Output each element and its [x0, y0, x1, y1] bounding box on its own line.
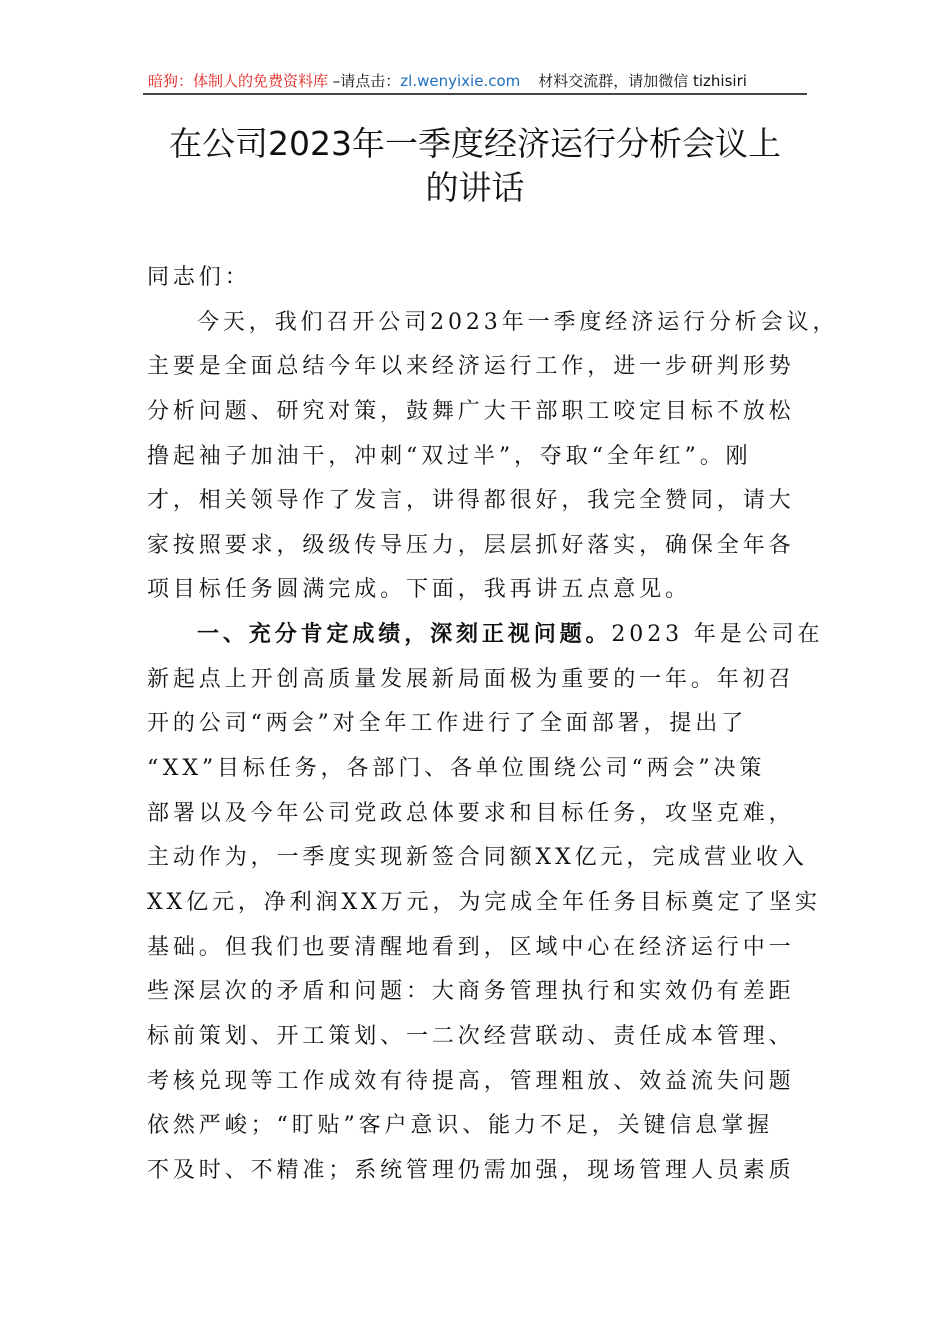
text-line: 主动作为，一季度实现新签合同额XX亿元，完成营业收入 — [147, 845, 808, 871]
section-1-text: 2023 年是公司在 — [611, 622, 824, 648]
watermark-header — [148, 70, 808, 91]
text-line: 些深层次的矛盾和问题：大商务管理执行和实效仍有差距 — [147, 979, 795, 1005]
paragraph-section-1 — [147, 658, 827, 1194]
text-line: 依然严峻；“盯贴”客户意识、能力不足，关键信息掌握 — [147, 1113, 773, 1139]
text-line: XX亿元，净利润XX万元，为完成全年任务目标奠定了坚实 — [147, 889, 821, 915]
text-line: 标前策划、开工策划、一二次经营联动、责任成本管理、 — [147, 1023, 795, 1049]
text-line: 家按照要求，级级传导压力，层层抓好落实，确保全年各 — [147, 532, 795, 558]
section-1-first-line — [147, 613, 827, 658]
paragraph-intro — [147, 301, 839, 613]
text-line: 才，相关领导作了发言，讲得都很好，我完全赞同，请大 — [147, 488, 795, 514]
text-line: 不及时、不精准；系统管理仍需加强，现场管理人员素质 — [147, 1157, 795, 1183]
text-line: 开的公司“两会”对全年工作进行了全面部署，提出了 — [147, 711, 748, 737]
text-line: 基础。但我们也要清醒地看到，区域中心在经济运行中一 — [147, 934, 795, 960]
site-link[interactable]: zl.wenyixie.com — [400, 72, 521, 90]
page-title — [140, 122, 810, 210]
text-line: 新起点上开创高质量发展新局面极为重要的一年。年初召 — [147, 666, 795, 692]
text-line: 撸起袖子加油干，冲刺“双过半”，夺取“全年红”。刚 — [147, 443, 752, 469]
text-line: 考核兑现等工作成效有待提高，管理粗放、效益流失问题 — [147, 1068, 795, 1094]
document-body — [147, 256, 839, 1193]
text-line: 今天，我们召开公司2023年一季度经济运行分析会议， — [197, 309, 839, 335]
salutation: 同志们： — [147, 265, 251, 290]
title-line: 在公司2023年一季度经济运行分析会议上 — [169, 124, 781, 163]
header-divider — [143, 93, 807, 95]
title-line: 的讲话 — [425, 168, 525, 207]
section-1-heading: 一、充分肯定成绩，深刻正视问题。 — [197, 622, 612, 648]
text-line: 部署以及今年公司党政总体要求和目标任务，攻坚克难， — [147, 800, 795, 826]
text-line: 主要是全面总结今年以来经济运行工作，进一步研判形势 — [147, 354, 795, 380]
contact-info: 材料交流群，请加微信 tizhisiri — [538, 72, 747, 90]
site-name: 暗狗：体制人的免费资料库 — [148, 72, 329, 90]
text-line: 项目标任务圆满完成。下面，我再讲五点意见。 — [147, 577, 691, 603]
text-line: “XX”目标任务，各部门、各单位围绕公司“两会”决策 — [147, 756, 766, 782]
text-line: 分析问题、研究对策，鼓舞广大干部职工咬定目标不放松 — [147, 398, 795, 424]
header-prompt: –请点击： — [328, 72, 401, 90]
